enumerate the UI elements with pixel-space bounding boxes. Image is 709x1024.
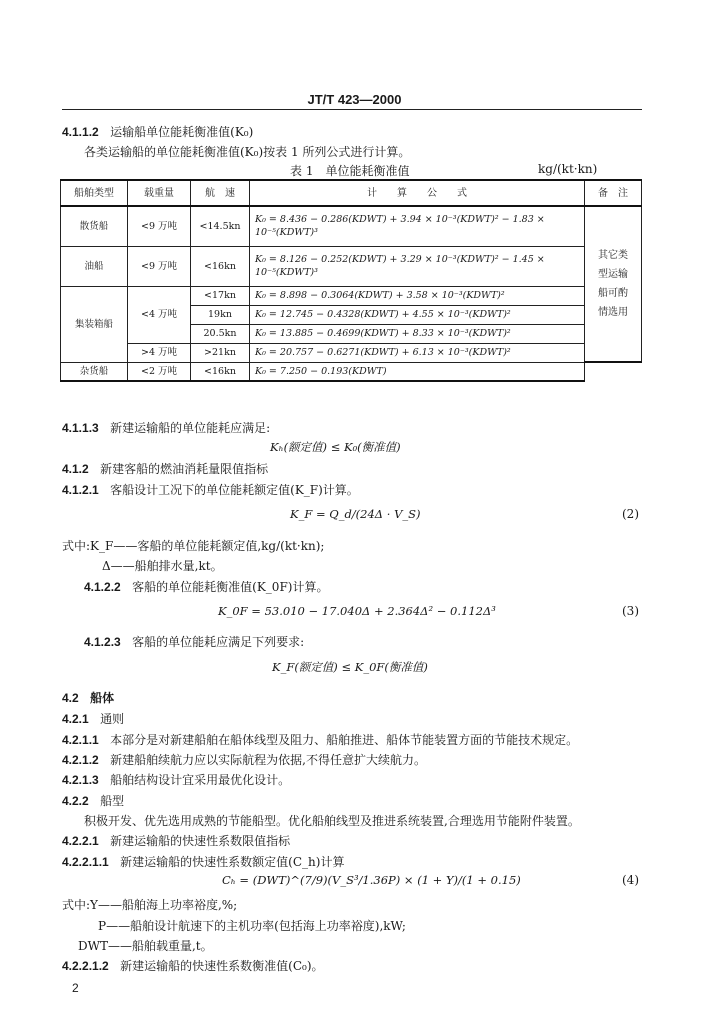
equation-number-4: (4): [622, 873, 639, 887]
paragraph-table-reference: 各类运输船的单位能耗衡准值(K₀)按表 1 所列公式进行计算。: [84, 145, 411, 159]
section-4-2-2: [62, 792, 124, 809]
remark-line: 其它类: [598, 250, 628, 261]
section-title: 新建运输船的快速性系数限值指标: [110, 834, 291, 848]
section-4-1-2-2: [84, 578, 328, 595]
section-4-2: [62, 689, 114, 706]
section-title: 船舶结构设计宜采用最优化设计。: [110, 773, 291, 787]
cell-speed: <17kn: [191, 286, 250, 305]
section-title: 新建运输船的快速性系数衡准值(C₀)。: [120, 959, 324, 973]
paragraph-ship-type: 积极开发、优先选用成熟的节能船型。优化船舶线型及推进系统装置,合理选用节能附件装置。: [84, 814, 580, 828]
where-lead: 式中:: [62, 898, 91, 912]
document-code-header: JT/T 423—2000: [307, 92, 402, 107]
cell-formula: K₀ = 12.745 − 0.4328(KDWT) + 4.55 × 10⁻³(KDWT)²: [250, 305, 585, 324]
cell-speed: <16kn: [191, 362, 250, 381]
cell-dwt: <4 万吨: [128, 286, 191, 343]
section-4-1-2-3: [84, 633, 304, 650]
section-title: 客船的单位能耗应满足下列要求:: [132, 635, 305, 649]
where-clause-2: [62, 896, 237, 913]
cell-ship-type: 集装箱船: [61, 286, 128, 362]
section-title: 运输船单位能耗衡准值(K₀): [110, 125, 254, 139]
cell-formula: K₀ = 13.885 − 0.4699(KDWT) + 8.33 × 10⁻³(KDWT)²: [250, 324, 585, 343]
section-title: 新建船舶续航力应以实际航程为依据,不得任意扩大续航力。: [110, 753, 426, 767]
section-number: 4.2: [62, 691, 79, 705]
where-clause-1: [62, 537, 324, 554]
section-4-1-2: [62, 460, 268, 477]
page-number: 2: [72, 981, 79, 995]
section-number: 4.1.2.3: [84, 635, 121, 649]
table-row: [61, 206, 642, 246]
section-number: 4.1.2.1: [62, 483, 99, 497]
section-title: 客船的单位能耗衡准值(K_0F)计算。: [132, 580, 329, 594]
section-number: 4.2.1.3: [62, 773, 99, 787]
section-number: 4.2.1.1: [62, 733, 99, 747]
equation-number-2: (2): [622, 507, 639, 521]
section-4-2-2-1-2: [62, 957, 324, 974]
where-item: P——船舶设计航速下的主机功率(包括海上功率裕度),kW;: [98, 919, 406, 933]
formula-3: K_0F = 53.010 − 17.040Δ + 2.364Δ² − 0.112Δ³: [218, 604, 496, 618]
cell-formula: K₀ = 20.757 − 0.6271(KDWT) + 6.13 × 10⁻³(KDWT)²: [250, 343, 585, 362]
section-4-2-2-1-1: [62, 853, 344, 870]
cell-ship-type: 散货船: [61, 206, 128, 246]
cell-dwt: >4 万吨: [128, 343, 191, 362]
section-number: 4.2.2.1: [62, 834, 99, 848]
section-title: 船体: [90, 691, 115, 705]
table-unit: kg/(kt·kn): [538, 162, 598, 176]
cell-ship-type: 油船: [61, 246, 128, 286]
table-row: [61, 286, 642, 305]
where-lead: 式中:: [62, 539, 91, 553]
formula-4: Cₕ = (DWT)^(7/9)(V_S³/1.36P) × (1 + Y)/(1 + 0.15): [222, 873, 521, 887]
section-4-2-1: [62, 710, 124, 727]
formula-passenger-requirement: K_F(额定值) ≤ K_0F(衡准值): [272, 660, 428, 674]
section-number: 4.1.2: [62, 462, 89, 476]
section-4-2-1-1: [62, 731, 578, 748]
where-item: K_F——客船的单位能耗额定值,kg/(kt·kn);: [90, 539, 325, 553]
col-header-ship-type: 船舶类型: [61, 180, 128, 206]
table-caption: 表 1 单位能耗衡准值: [290, 164, 410, 178]
section-number: 4.2.2: [62, 794, 89, 808]
section-number: 4.2.1: [62, 712, 89, 726]
cell-ship-type: 杂货船: [61, 362, 128, 381]
section-number: 4.1.2.2: [84, 580, 121, 594]
remark-line: 型运输: [598, 269, 628, 280]
section-number: 4.1.1.3: [62, 421, 99, 435]
section-number: 4.1.1.2: [62, 125, 99, 139]
cell-formula: K₀ = 8.436 − 0.286(KDWT) + 3.94 × 10⁻³(KDWT)² − 1.83 × 10⁻⁵(KDWT)³: [250, 206, 585, 246]
cell-speed: 19kn: [191, 305, 250, 324]
section-title: 新建运输船的快速性系数额定值(C_h)计算: [120, 855, 345, 869]
energy-benchmark-table: [60, 179, 642, 382]
section-number: 4.2.1.2: [62, 753, 99, 767]
col-header-remarks: 备 注: [585, 180, 642, 206]
cell-speed: 20.5kn: [191, 324, 250, 343]
cell-dwt: <2 万吨: [128, 362, 191, 381]
cell-dwt: <9 万吨: [128, 206, 191, 246]
section-title: 新建客船的燃油消耗量限值指标: [100, 462, 269, 476]
section-title: 本部分是对新建船舶在船体线型及阻力、船舶推进、船体节能装置方面的节能技术规定。: [110, 733, 579, 747]
col-header-speed: 航 速: [191, 180, 250, 206]
section-4-2-1-2: [62, 751, 426, 768]
section-title: 新建运输船的单位能耗应满足:: [110, 421, 271, 435]
table-row: [61, 343, 642, 362]
cell-speed: >21kn: [191, 343, 250, 362]
where-item: Δ——船舶排水量,kt。: [102, 559, 223, 573]
cell-speed: <16kn: [191, 246, 250, 286]
table-row: [61, 246, 642, 286]
section-number: 4.2.2.1.2: [62, 959, 109, 973]
remark-line: 情选用: [598, 307, 628, 318]
cell-formula: K₀ = 8.898 − 0.3064(KDWT) + 3.58 × 10⁻³(KDWT)²: [250, 286, 585, 305]
section-title: 客船设计工况下的单位能耗额定值(K_F)计算。: [110, 483, 359, 497]
cell-formula: K₀ = 7.250 − 0.193(KDWT): [250, 362, 585, 381]
section-4-2-2-1: [62, 832, 290, 849]
col-header-dwt: 载重量: [128, 180, 191, 206]
where-item: DWT——船舶载重量,t。: [78, 939, 213, 953]
remark-line: 船可酌: [598, 288, 628, 299]
section-4-1-2-1: [62, 481, 359, 498]
section-4-1-1-3: [62, 419, 270, 436]
cell-dwt: <9 万吨: [128, 246, 191, 286]
cell-formula: K₀ = 8.126 − 0.252(KDWT) + 3.29 × 10⁻³(KDWT)² − 1.45 × 10⁻⁵(KDWT)³: [250, 246, 585, 286]
section-number: 4.2.2.1.1: [62, 855, 109, 869]
section-title: 船型: [100, 794, 125, 808]
formula-2: K_F = Q_d/(24Δ · V_S): [290, 507, 421, 521]
section-4-1-1-2: [62, 123, 253, 140]
cell-remarks: [585, 206, 642, 362]
formula-ship-requirement: Kₕ(额定值) ≤ K₀(衡准值): [270, 440, 401, 454]
section-title: 通则: [100, 712, 125, 726]
where-item: Y——船舶海上功率裕度,%;: [90, 898, 238, 912]
table-row: [61, 362, 642, 381]
equation-number-3: (3): [622, 604, 639, 618]
col-header-formula: 计 算 公 式: [250, 180, 585, 206]
header-rule: [62, 109, 642, 110]
cell-speed: <14.5kn: [191, 206, 250, 246]
section-4-2-1-3: [62, 771, 290, 788]
